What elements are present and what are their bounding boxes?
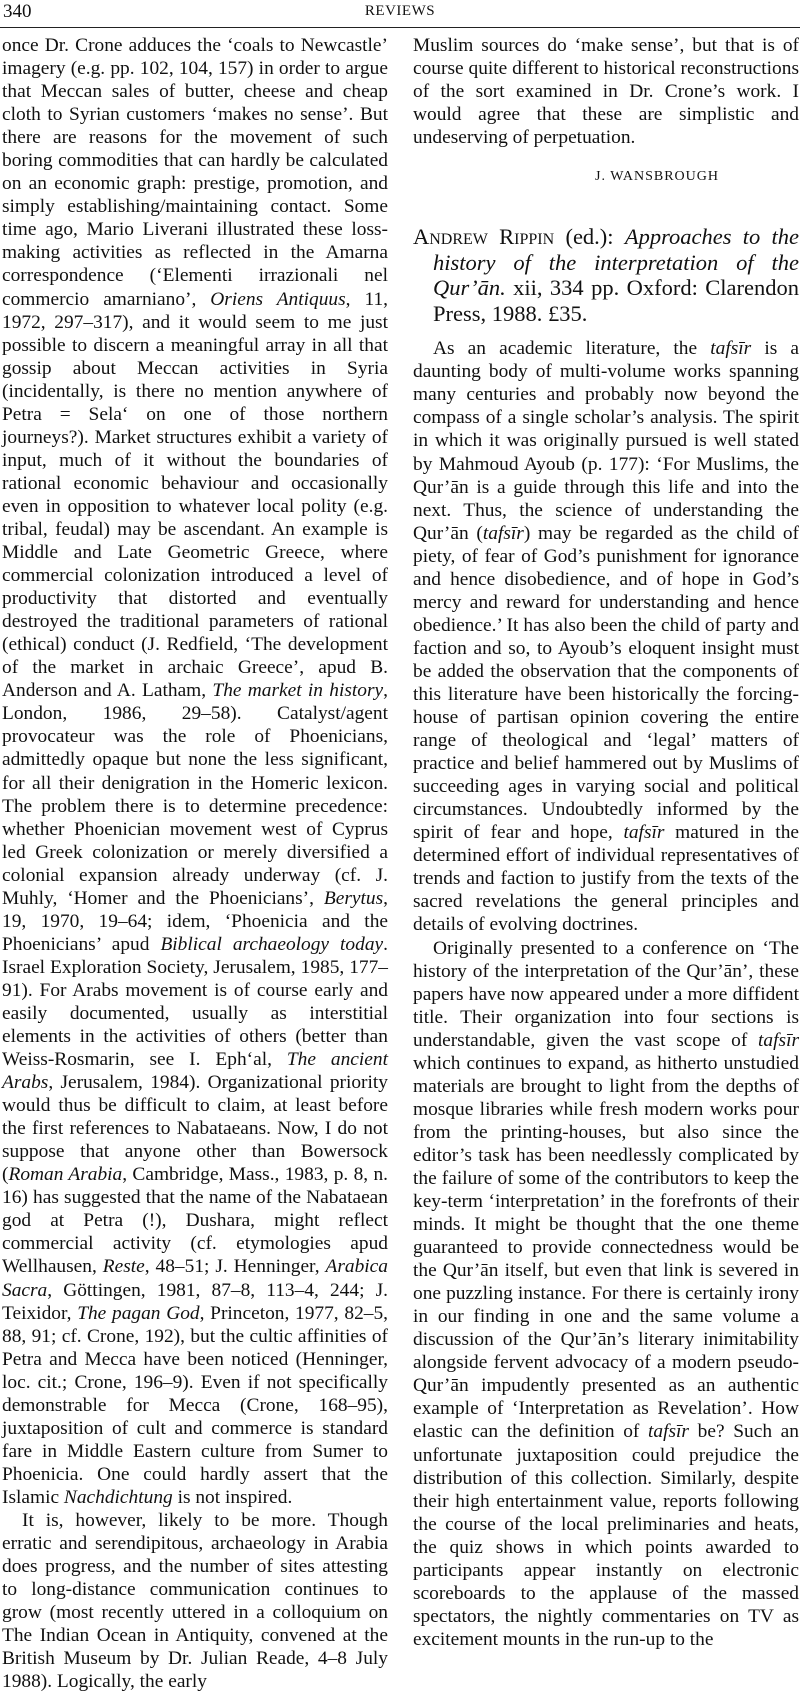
italic-text: tafsīr [482,522,524,544]
paragraph: As an academic literature, the tafsīr is a daunting body of multi-volume works spanning many centuries and probably now beyond the compass of a single scholar’s analysis. The spirit in which it was originally pursued is well stated by Mahmoud Ayoub (p. 177): ‘For Muslims, the Qur’ān is a guide through this life and into the next. Thus, the science of understanding the Qur’ān (tafsīr) may be regarded as the child of piety, of fear of God’s punishment for ignorance and hence disobedience, and of hope in God’s mercy and reward for understanding and hence obedience.’ It has also been the child of party and faction and so, to Ayoub’s eloquent insight must be added the observation that the components of this literature have been historically the forcing-house of partisan opinion covering the entire range of theological and ‘legal’ matters of practice and belief hammered out by Muslims of succeeding ages in varying social and political circumstances. Undoubtedly informed by the spirit of fear and hope, tafsīr matured in the determined effort of individual representatives of trends and faction to justify from the texts of the sacred revelations the general principles and details of evolving doctrines. [413,338,799,936]
italic-text: The ancient Arabs [2,1049,388,1094]
paragraph: Originally presented to a conference on ‘The history of the interpretation of the Qur’ān’, these papers have now appeared under a more diffident title. Their organization into four sections is understandable, given the vast scope of tafsīr which continues to expand, as hitherto unstudied materials are brought to light from the depths of mosque libraries while fresh modern works pour from the printing-houses, but also since the editor’s task has been needlessly complicated by the failure of some of the contributors to keep the key-term ‘interpretation’ in the forefronts of their minds. It might be thought that the one theme guaranteed to provide connectedness would be the Qur’ān itself, but even that link is severed in one puzzling instance. For there is certainly irony in our finding in one and the same volume a discussion of the Qur’ān’s literary inimitability alongside fervent advocacy of a modern pseudo-Qur’ān impudently presented as an authentic example of ‘Interpretation as Revelation’. How elastic can the definition of tafsīr be? Such an unfortunate juxtaposition could prejudice the distribution of this collection. Similarly, despite their high entertainment value, reports following the course of the local preliminaries and heats, the quiz shows in which points awarded to participants appear instantly on electronic scoreboards to the applause of the massed spectators, the nightly commentaries on TV as excitement mounts in the run-up to the [413,937,799,1650]
book-details: xii, 334 pp. Oxford: Clarendon Press, 1988. £35. [433,275,799,326]
italic-text: Reste [102,1256,145,1278]
editor-note: (ed.): [554,224,625,250]
italic-text: The pagan God [77,1302,200,1324]
book-author: Andrew Rippin [413,224,555,250]
italic-text: tafsīr [623,822,665,844]
left-column [2,34,388,1693]
review-heading [413,224,799,326]
italic-text: Roman Arabia [8,1164,123,1186]
italic-text: tafsīr [648,1421,689,1443]
italic-text: tafsīr [710,338,752,360]
italic-text: Nachdichtung [63,1486,173,1508]
header-rule [0,27,800,28]
italic-text: Oriens Antiquus [210,288,346,310]
italic-text: Biblical archaeology today [160,933,384,955]
italic-text: Arabica Sacra [2,1256,388,1301]
book-title: Approaches to the history of the interpretation of the Qur’ān. [433,224,799,301]
reviewer-signature: J. WANSBROUGH [595,169,719,185]
italic-text: tafsīr [758,1029,799,1051]
paragraph: once Dr. Crone adduces the ‘coals to Newcastle’ imagery (e.g. pp. 102, 104, 157) in order to argue that Meccan sales of butter, cheese and cheap cloth to Syrian customers ‘makes no sense’. But there are reasons for the movement of such boring commodities that can hardly be calculated on an economic graph: prestige, promotion, and simply establishing/maintaining contact. Some time ago, Mario Liverani illustrated these loss-making activities as reflected in the Amarna correspondence (‘Elementi irrazionali nel commercio amarniano’, Oriens Antiquus, 11, 1972, 297–317), and it would seem to me just possible to discern a meaningful array in all that gossip about Meccan activities in Syria (incidentally, is there no mention anywhere of Petra = Sela‘ on one of those northern journeys?). Market structures exhibit a variety of input, much of it without the boundaries of rational economic behaviour and occasionally even in opposition to whatever local polity (e.g. tribal, feudal) may be ascendant. An example is Middle and Late Geometric Greece, where commercial colonization introduced a level of productivity that distorted and eventually destroyed the traditional parameters of rational (ethical) conduct (J. Redfield, ‘The development of the market in archaic Greece’, apud B. Anderson and A. Latham, The market in history, London, 1986, 29–58). Catalyst/agent provocateur was the role of Phoenicians, admittedly opaque but none the less significant, for all their denigration in the Homeric lexicon. The problem there is to determine precedence: whether Phoenician movement west of Cyprus led Greek colonization or merely diversified a colonial expansion already underway (cf. J. Muhly, ‘Homer and the Phoenicians’, Berytus, 19, 1970, 19–64; idem, ‘Phoenicia and the Phoenicians’ apud Biblical archaeology today. Israel Exploration Society, Jerusalem, 1985, 177–91). For Arabs movement is of course early and easily documented, usually as interstitial elements in the activities of others (better than Weiss-Rosmarin, see I. Eph‘al, The ancient Arabs, Jerusalem, 1984). Organizational priority would thus be difficult to claim, at least before the first references to Nabataeans. Now, I do not suppose that anyone other than Bowersock (Roman Arabia, Cambridge, Mass., 1983, p. 8, n. 16) has suggested that the name of the Nabataean god at Petra (!), Dushara, might reflect commercial activity (cf. etymologies apud Wellhausen, Reste, 48–51; J. Henninger, Arabica Sacra, Göttingen, 1981, 87–8, 113–4, 244; J. Teixidor, The pagan God, Princeton, 1977, 82–5, 88, 91; cf. Crone, 192), but the cultic affinities of Petra and Mecca have been noticed (Henninger, loc. cit.; Crone, 196–9). Even if not specifically demonstrable for Mecca (Crone, 168–95), juxtaposition of cult and commerce is standard fare in Middle Eastern culture from Sumer to Phoenicia. One could hardly assert that the Islamic Nachdichtung is not inspired. [2,35,389,1508]
running-head: REVIEWS [364,3,436,19]
page-header [0,0,800,28]
paragraph: It is, however, likely to be more. Though erratic and serendipitous, archaeology in Arabia does progress, and the number of sites attesting to long-distance communication continues to grow (most recently uttered in a colloquium on The Indian Ocean in Antiquity, convened at the British Museum by Dr. Julian Reade, 4–8 July 1988). Logically, the early [2,1510,388,1693]
right-column [413,34,799,1651]
page-number: 340 [3,1,32,22]
italic-text: Berytus [323,887,384,909]
paragraph: Muslim sources do ‘make sense’, but that is of course quite different to historical reconstructions of the sort examined in Dr. Crone’s work. I would agree that these are simplistic and undeserving of perpetuation. [413,35,799,149]
italic-text: The market in history [212,680,384,702]
